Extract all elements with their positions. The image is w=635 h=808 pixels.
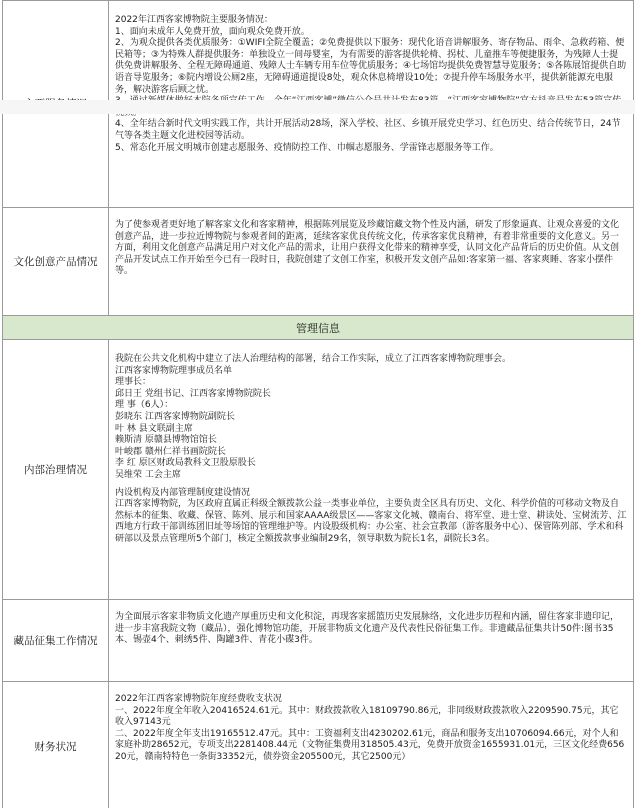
row-collection	[3, 600, 634, 682]
label-collection: 藏品征集工作情况	[3, 600, 109, 682]
section-title: 管理信息	[3, 316, 634, 340]
governance-line: 吴维荣 工会主席	[115, 469, 181, 480]
section-header-management	[3, 316, 634, 340]
governance-line: 赖斯清 原赣县博物馆馆长	[115, 435, 217, 446]
service-line: 2、为观众提供各类优质服务：①WIFI全院全覆盖；②免费提供以下服务：现代化语音讲解服务、寄存物品、雨伞、急救药箱、便民箱等；③为特殊人群提供服务：单独设立一间母婴室，为有需要的游客提供轮椅、拐杖、儿童推车等便捷服务，为残障人士提供免费讲解服务、全程无障碍通道、残障人士车辆专用车位等优质服务；④七场馆均提供免费智慧导览服务；⑤各陈展馆提供自助语音导览服务；⑥院内增设公厕2座，无障碍通道提设8处，观众休息椅增设10处；⑦提升停车场服务水平，提供新能源充电服务，解决游客后顾之忧。	[115, 38, 627, 95]
governance-line: 理 事（6人）：	[115, 400, 174, 411]
content-collection: 为全面展示客家非物质文化遗产厚重历史和文化积淀，再现客家摇篮历史发展脉络，文化进步历程和内涵，留住客家非遗印记，进一步丰富我院文物（藏品），强化博物馆功能，开展非物质文化遗产及代表性民俗征集工作。非遗藏品征集共计50件:图书35本、锡壶4个、刺绣5件、陶罐3件、青花小碟3件。	[109, 600, 634, 682]
render-glitch-band	[0, 100, 635, 114]
service-line: 2022年江西客家博物院主要服务情况：	[115, 15, 273, 25]
governance-line: 内设机构及内部管理制度建设情况	[115, 487, 251, 498]
governance-line: 江西客家博物院，为区政府直属正科级全额拨款公益一类事业单位，主要负责全区具有历史、文化、科学价值的可移动文物及自然标本的征集、收藏、保管、陈列、展示和国家AAAA级景区——客家文化城、赣南台、将军堂、进士堂、耕读处、宝树流芳、江西地方行政干部训练团旧址等场馆的管理维护等。内设股级机构：办公室、社会宣教部（游客服务中心）、保管陈列部、学术和科研部以及景点管理所5个部门，核定全额拨款事业编制29名，领导职数为院长1名，副院长3名。	[115, 499, 627, 544]
governance-line: 理事长：	[115, 377, 152, 388]
governance-line: 我院在公共文化机构中建立了法人治理结构的部署，结合工作实际，成立了江西客家博物院理事会。	[115, 354, 512, 364]
governance-line: 叶 林 县文联副主席	[115, 423, 193, 434]
finance-line: 一、2022年度全年收入20416524.61元。其中：财政拨款收入18109790.86元，非同级财政拨款收入2209590.75元，其它收入97143元	[115, 705, 619, 728]
finance-line: 2022年江西客家博物院年度经费收支状况	[115, 694, 282, 704]
governance-line: 邱日王 党组书记、江西客家博物院院长	[115, 388, 271, 399]
finance-line: 二、2022年度全年支出19165512.47元。其中：工资福利支出4230202.61元，商品和服务支出10706094.66元，对个人和家庭补助28652元，专项支出2281408.44元（文物征集费用318505.43元，免费开放资金1655931.01元，三区文化经费65620元，赣南特特色一条街33352元，债券资金205500元，其它2500元）	[115, 728, 625, 762]
service-line: 5、常态化开展文明城市创建志愿服务、疫情防控工作、巾帼志愿服务、学雷锋志愿服务等工作。	[115, 142, 499, 153]
content-finance	[109, 682, 634, 808]
service-line: 4、全年结合新时代文明实践工作，共计开展活动28场，深入学校、社区、乡镇开展党史学习、红色历史、结合传统节日，24节气等各类主题文化进校园等活动。	[115, 119, 621, 141]
report-table	[2, 0, 634, 808]
label-governance: 内部治理情况	[3, 340, 109, 600]
label-culture: 文化创意产品情况	[3, 208, 109, 316]
service-line: 1、面向未成年人免费开放，面向观众免费开放。	[115, 26, 310, 37]
row-finance	[3, 682, 634, 808]
label-finance: 财务状况	[3, 682, 109, 808]
row-culture	[3, 208, 634, 316]
governance-line: 李 红 原区财政局教科文卫股原股长	[115, 458, 256, 469]
governance-line: 彭晓东 江西客家博物院副院长	[115, 411, 235, 422]
governance-line: 江西客家博物院理事成员名单	[115, 365, 233, 376]
content-governance	[109, 340, 634, 600]
row-governance	[3, 340, 634, 600]
governance-line: 叶峻郡 赣州仁祥书画院院长	[115, 446, 226, 457]
content-culture: 为了使参观者更好地了解客家文化和客家精神，根据陈列展览及珍藏馆藏文物个性及内涵，研发了形象逼真、让观众喜爱的文化创意产品，进一步拉近博物院与参观者间的距离，延续客家优良传统文化，传承客家优良精神，有着非常重要的文化意义。另一方面，利用文化创意产品满足用户对文化产品的需求，让用户获得文化带来的精神享受，认同文化产品背后的历史价值。从文创产品开发试点工作开始至今已有一段时日，我院创建了文创工作室，积极开发文创产品如:客家第一福、客家爽睡、客家小摆件等。	[109, 208, 634, 316]
